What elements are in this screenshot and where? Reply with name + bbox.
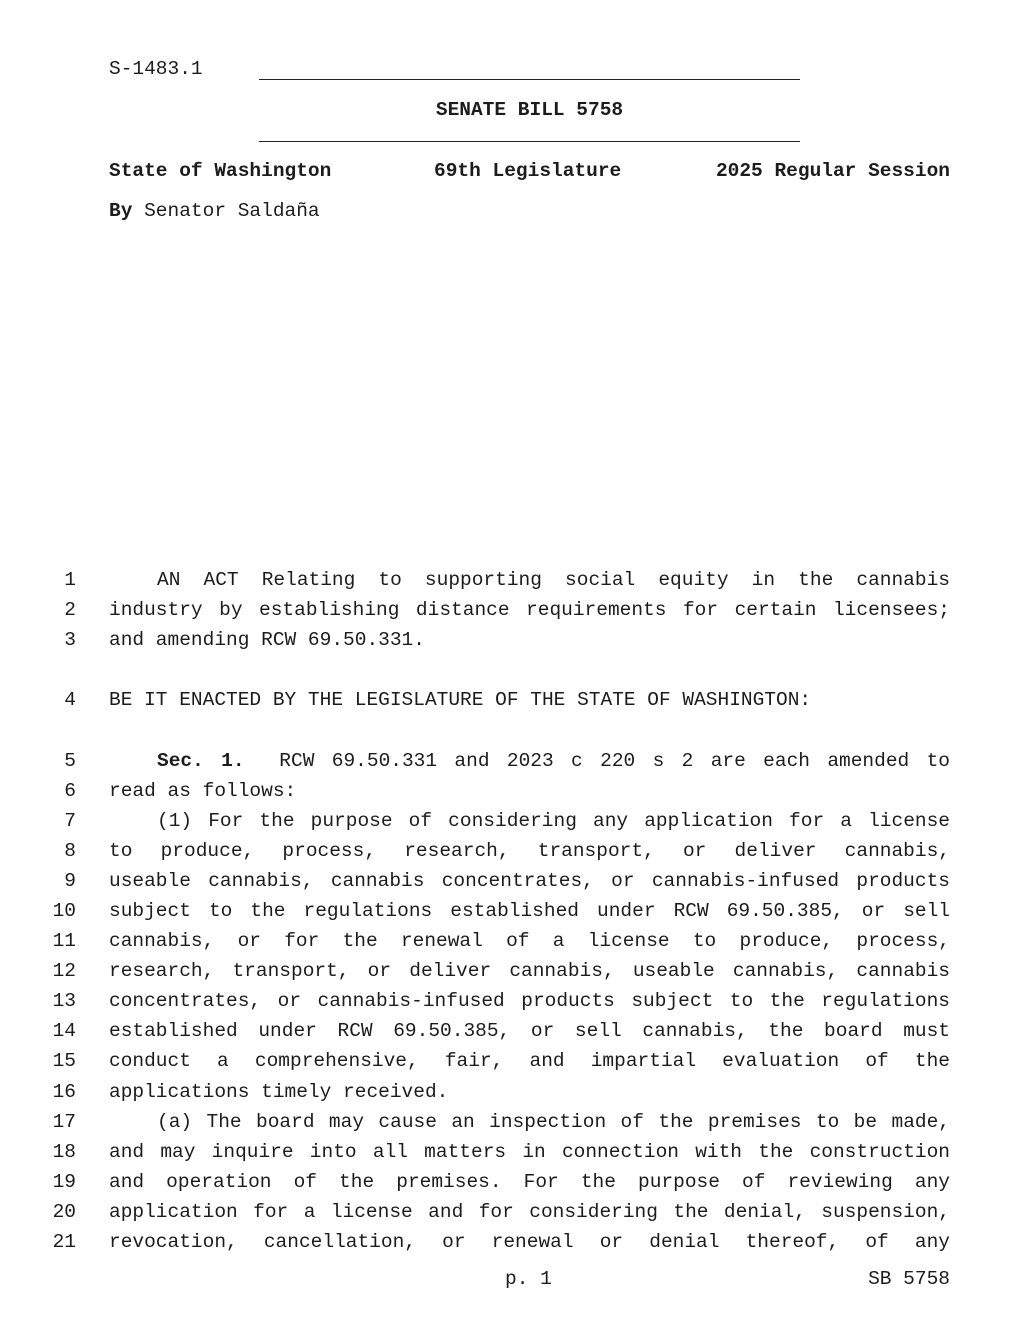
line-number: 7 xyxy=(64,810,76,832)
line-number: 19 xyxy=(52,1171,76,1193)
bill-line: and amending RCW 69.50.331. xyxy=(109,629,425,651)
line-number: 1 xyxy=(64,569,76,591)
enacting-clause: BE IT ENACTED BY THE LEGISLATURE OF THE STATE OF WASHINGTON: xyxy=(109,689,812,711)
bill-line: conduct a comprehensive, fair, and impartial evaluation of the xyxy=(109,1050,950,1072)
bill-line: to produce, process, research, transport, or deliver cannabis, xyxy=(109,840,950,862)
bill-line: and may inquire into all matters in connection with the construction xyxy=(109,1141,950,1163)
line-number: 5 xyxy=(64,750,76,772)
line-number: 11 xyxy=(52,930,76,952)
bill-line: application for a license and for considering the denial, suspension, xyxy=(109,1201,950,1223)
line-number: 3 xyxy=(64,629,76,651)
bill-line: useable cannabis, cannabis concentrates, or cannabis-infused products xyxy=(109,870,950,892)
bill-line: read as follows: xyxy=(109,780,297,802)
line-number: 16 xyxy=(52,1081,76,1103)
bill-line: subject to the regulations established under RCW 69.50.385, or sell xyxy=(109,900,950,922)
line-number: 21 xyxy=(52,1231,76,1253)
line-number: 20 xyxy=(52,1201,76,1223)
line-number: 9 xyxy=(64,870,76,892)
line-number: 2 xyxy=(64,599,76,621)
by-label: By xyxy=(109,200,133,222)
session: 2025 Regular Session xyxy=(715,160,950,182)
section-heading-line xyxy=(109,750,950,772)
legislature: 69th Legislature xyxy=(434,160,622,182)
line-number: 12 xyxy=(52,960,76,982)
bill-line-text: RCW 69.50.331 and 2023 c 220 s 2 are each amended to xyxy=(279,750,951,772)
sponsor-line xyxy=(109,200,320,222)
bill-line: cannabis, or for the renewal of a license to produce, process, xyxy=(109,930,950,952)
state-name: State of Washington xyxy=(109,160,332,182)
title-bottom-rule xyxy=(259,141,800,142)
line-number: 15 xyxy=(52,1050,76,1072)
line-number: 17 xyxy=(52,1111,76,1133)
line-number: 4 xyxy=(64,689,76,711)
bill-line: and operation of the premises. For the purpose of reviewing any xyxy=(109,1171,950,1193)
section-label: Sec. 1. xyxy=(157,750,245,772)
line-number: 14 xyxy=(52,1020,76,1042)
line-number: 18 xyxy=(52,1141,76,1163)
bill-line: established under RCW 69.50.385, or sell cannabis, the board must xyxy=(109,1020,950,1042)
bill-line: concentrates, or cannabis-infused products subject to the regulations xyxy=(109,990,950,1012)
bill-line: (1) For the purpose of considering any application for a license xyxy=(157,810,950,832)
footer-bill-id: SB 5758 xyxy=(868,1268,950,1290)
bill-line: AN ACT Relating to supporting social equity in the cannabis xyxy=(157,569,950,591)
line-number: 13 xyxy=(52,990,76,1012)
bill-title: SENATE BILL 5758 xyxy=(435,99,624,121)
line-number: 8 xyxy=(64,840,76,862)
bill-line: industry by establishing distance requirements for certain licensees; xyxy=(109,599,950,621)
line-number: 10 xyxy=(52,900,76,922)
title-top-rule xyxy=(259,79,800,80)
bill-line: (a) The board may cause an inspection of the premises to be made, xyxy=(157,1111,950,1133)
document-id: S-1483.1 xyxy=(109,58,203,80)
line-number: 6 xyxy=(64,780,76,802)
sponsor-name: Senator Saldaña xyxy=(144,200,320,222)
bill-line: applications timely received. xyxy=(109,1081,449,1103)
bill-line: revocation, cancellation, or renewal or denial thereof, of any xyxy=(109,1231,950,1253)
bill-line: research, transport, or deliver cannabis, useable cannabis, cannabis xyxy=(109,960,950,982)
page-number: p. 1 xyxy=(505,1268,552,1290)
